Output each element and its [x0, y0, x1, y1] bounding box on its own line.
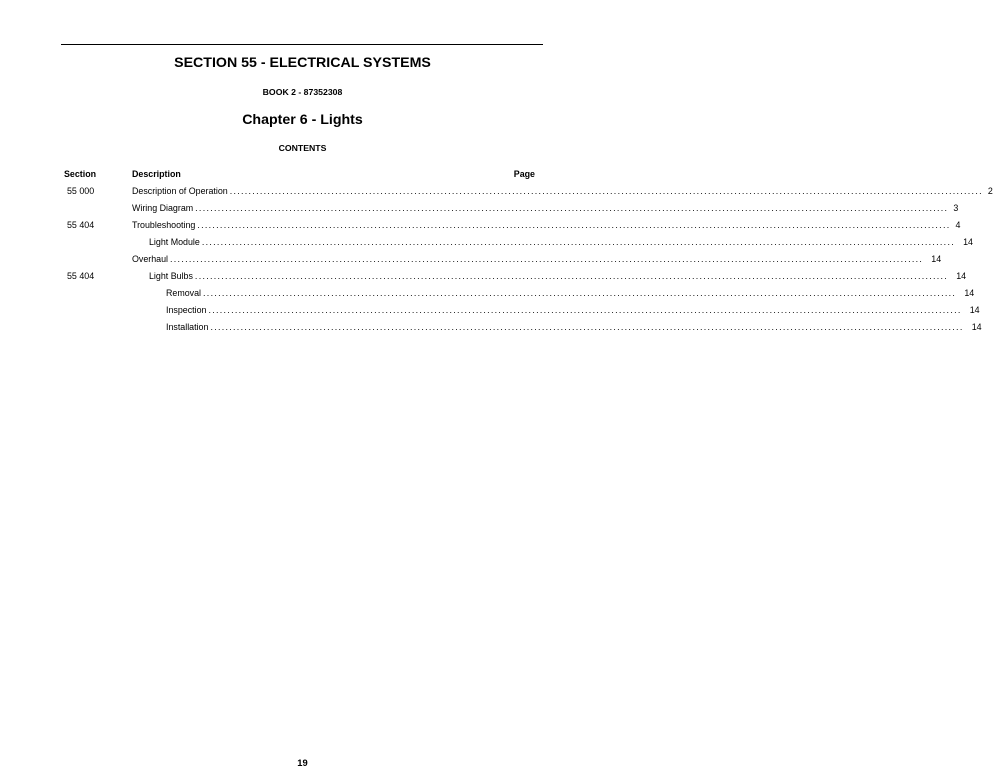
toc-description: Inspection	[166, 305, 207, 315]
toc-entry	[166, 287, 975, 300]
toc-entry	[166, 304, 980, 317]
toc-entry	[132, 253, 942, 266]
toc-row	[0, 304, 980, 317]
toc-description: Overhaul	[132, 254, 169, 264]
toc-page-number: 14	[956, 271, 967, 281]
toc-description: Light Bulbs	[149, 271, 193, 281]
toc-entry	[149, 236, 973, 249]
toc-description: Troubleshooting	[132, 220, 196, 230]
toc-entry	[149, 270, 967, 283]
toc-row	[0, 287, 975, 300]
toc-row	[0, 236, 973, 249]
dot-leader: ........................................................................................................................................................................................................	[208, 305, 962, 315]
dot-leader: ........................................................................................................................................................................................................	[201, 237, 955, 247]
dot-leader: ........................................................................................................................................................................................................	[194, 271, 949, 281]
toc-page-number: 14	[971, 322, 982, 332]
column-header-section: Section	[64, 169, 97, 179]
column-header-description: Description	[132, 169, 181, 179]
toc-page-number: 2	[987, 186, 993, 196]
toc-entry	[132, 219, 961, 232]
toc-page-number: 14	[963, 237, 973, 247]
toc-page-number: 14	[964, 288, 975, 298]
toc-row	[0, 185, 993, 198]
section-title: SECTION 55 - ELECTRICAL SYSTEMS	[174, 55, 431, 71]
toc-row	[0, 321, 982, 334]
dot-leader: ........................................................................................................................................................................................................	[229, 186, 983, 196]
toc-description: Light Module	[149, 237, 200, 247]
dot-leader: ........................................................................................................................................................................................................	[170, 254, 924, 264]
book-line: BOOK 2 - 87352308	[262, 87, 343, 97]
toc-row	[0, 219, 961, 232]
toc-description: Installation	[166, 322, 209, 332]
dot-leader: ........................................................................................................................................................................................................	[197, 220, 951, 230]
page-number: 19	[297, 757, 308, 768]
toc-row	[0, 202, 959, 215]
top-rule	[61, 44, 543, 45]
dot-leader: ........................................................................................................................................................................................................	[210, 322, 964, 332]
toc-section-number: 55 404	[67, 220, 95, 230]
contents-heading: CONTENTS	[278, 143, 327, 153]
toc-entry	[132, 185, 993, 198]
toc-section-number: 55 404	[67, 271, 95, 281]
toc-row	[0, 270, 967, 283]
chapter-title: Chapter 6 - Lights	[242, 112, 363, 128]
toc-entry	[132, 202, 959, 215]
toc-description: Wiring Diagram	[132, 203, 194, 213]
toc-description: Removal	[166, 288, 202, 298]
toc-row	[0, 253, 942, 266]
toc-entry	[166, 321, 982, 334]
dot-leader: ........................................................................................................................................................................................................	[195, 203, 949, 213]
dot-leader: ........................................................................................................................................................................................................	[203, 288, 957, 298]
toc-page-number: 14	[969, 305, 980, 315]
column-header-page: Page	[513, 169, 535, 179]
toc-page-number: 4	[955, 220, 961, 230]
toc-page-number: 3	[953, 203, 959, 213]
toc-page-number: 14	[931, 254, 942, 264]
toc-section-number: 55 000	[67, 186, 95, 196]
toc-description: Description of Operation	[132, 186, 228, 196]
